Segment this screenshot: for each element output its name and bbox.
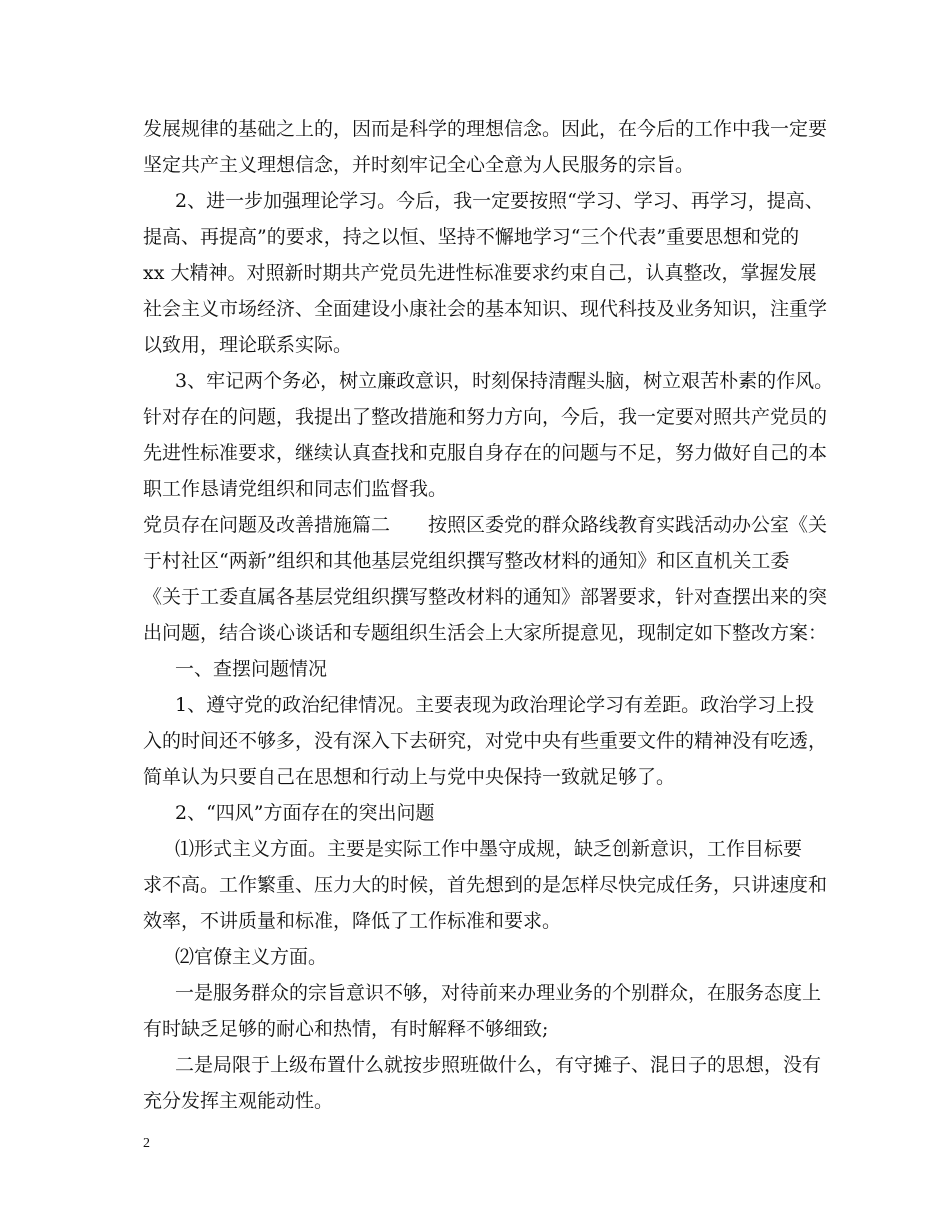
text-line: 二是局限于上级布置什么就按步照班做什么，有守摊子、混日子的思想，没有 <box>175 1054 822 1076</box>
subheading-line: 2、“四风”方面存在的突出问题 <box>175 802 435 824</box>
text-line: 求不高。工作繁重、压力大的时候，首先想到的是怎样尽快完成任务，只讲速度和 <box>143 874 828 896</box>
text-line: 1、遵守党的政治纪律情况。主要表现为政治理论学习有差距。政治学习上投 <box>175 694 815 716</box>
text-line: 提高、再提高”的要求，持之以恒、坚持不懈地学习“三个代表”重要思想和党的 <box>143 226 800 248</box>
text-line: 先进性标准要求，继续认真查找和克服自身存在的问题与不足，努力做好自己的本 <box>143 442 828 464</box>
subheading-line: ⑵官僚主义方面。 <box>175 946 328 968</box>
text-line: ⑴形式主义方面。主要是实际工作中墨守成规，缺乏创新意识，工作目标要 <box>175 838 803 860</box>
text-line: 针对存在的问题，我提出了整改措施和努力方向，今后，我一定要对照共产党员的 <box>143 406 828 428</box>
text-line: 3、牢记两个务必，树立廉政意识，时刻保持清醒头脑，树立艰苦朴素的作风。 <box>175 370 834 392</box>
text-line: 一是服务群众的宗旨意识不够，对待前来办理业务的个别群众，在服务态度上 <box>175 982 822 1004</box>
text-line: 职工作恳请党组织和同志们监督我。 <box>143 478 448 500</box>
text-line: 发展规律的基础之上的，因而是科学的理想信念。因此，在今后的工作中我一定要 <box>143 118 828 140</box>
text-line: 出问题，结合谈心谈话和专题组织生活会上大家所提意见，现制定如下整改方案： <box>143 622 828 644</box>
text-line: 社会主义市场经济、全面建设小康社会的基本知识、现代科技及业务知识，注重学 <box>143 298 828 320</box>
section-title-line: 党员存在问题及改善措施篇二 按照区委党的群众路线教育实践活动办公室《关 <box>143 514 828 536</box>
text-line: 充分发挥主观能动性。 <box>143 1090 334 1112</box>
text-line: 有时缺乏足够的耐心和热情，有时解释不够细致; <box>143 1018 549 1040</box>
text-line: 2、进一步加强理论学习。今后，我一定要按照“学习、学习、再学习，提高、 <box>175 190 824 212</box>
text-line: 效率，不讲质量和标准，降低了工作标准和要求。 <box>143 910 562 932</box>
text-line: 于村社区“两新”组织和其他基层党组织撰写整改材料的通知》和区直机关工委 <box>143 550 790 572</box>
text-line: 入的时间还不够多，没有深入下去研究，对党中央有些重要文件的精神没有吃透， <box>143 730 828 752</box>
text-line: 坚定共产主义理想信念，并时刻牢记全心全意为人民服务的宗旨。 <box>143 154 695 176</box>
text-line: 《关于工委直属各基层党组织撰写整改材料的通知》部署要求，针对查摆出来的突 <box>143 586 828 608</box>
text-line: 以致用，理论联系实际。 <box>143 334 353 356</box>
text-line: xx 大精神。对照新时期共产党员先进性标准要求约束自己，认真整改，掌握发展 <box>143 262 817 284</box>
page-number: 2 <box>143 1136 150 1151</box>
subheading-line: 一、查摆问题情况 <box>175 658 328 680</box>
text-line: 简单认为只要自己在思想和行动上与党中央保持一致就足够了。 <box>143 766 676 788</box>
